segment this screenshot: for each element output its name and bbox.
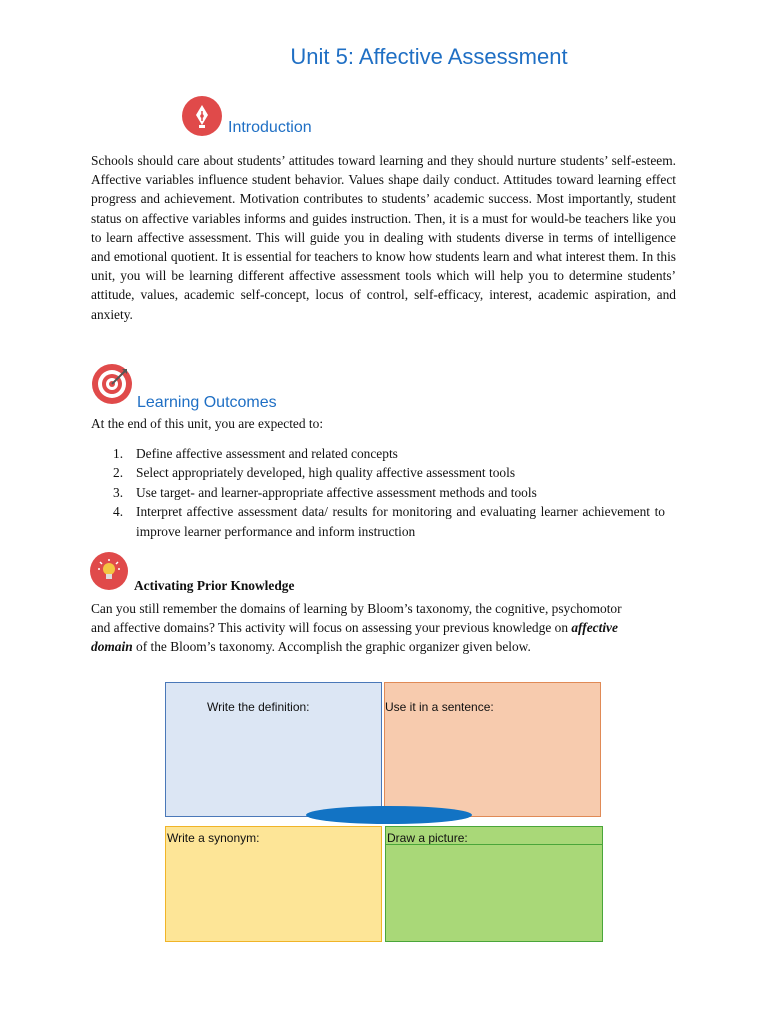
- sentence-box[interactable]: [384, 682, 601, 817]
- lightbulb-icon: [90, 552, 128, 590]
- list-item-text: Interpret affective assessment data/ results for monitoring and evaluating learner achievement to improve learner performance and inform instruction: [136, 504, 665, 539]
- synonym-label: Write a synonym:: [167, 831, 260, 845]
- learning-outcomes-intro: At the end of this unit, you are expected to:: [91, 416, 324, 431]
- pen-nib-icon: [182, 96, 222, 136]
- prior-knowledge-text-part: Can you still remember the domains of learning by Bloom’s taxonomy, the cognitive, psychomotor and affective domains? This activity will focus on assessing your previous knowledge on: [91, 601, 622, 635]
- target-icon: [91, 363, 133, 405]
- list-item: [113, 463, 665, 482]
- prior-knowledge-text-part: of the Bloom’s taxonomy. Accomplish the graphic organizer given below.: [132, 639, 531, 654]
- learning-outcomes-list: [113, 444, 665, 541]
- sentence-label: Use it in a sentence:: [385, 700, 494, 714]
- prior-knowledge-heading: Activating Prior Knowledge: [134, 578, 295, 593]
- center-oval: [306, 806, 472, 824]
- list-item-number: 4.: [113, 504, 124, 520]
- prior-knowledge-emphasis: affective domain: [91, 620, 618, 654]
- synonym-box[interactable]: [165, 826, 382, 942]
- prior-knowledge-text: [91, 599, 631, 656]
- picture-box[interactable]: [385, 826, 603, 942]
- list-item-number: 3.: [113, 484, 124, 500]
- definition-label: Write the definition:: [207, 700, 310, 714]
- divider: [386, 844, 602, 845]
- introduction-heading: Introduction: [228, 119, 312, 136]
- list-item-text: Define affective assessment and related concepts: [136, 446, 398, 461]
- picture-label: Draw a picture:: [387, 831, 468, 845]
- list-item-number: 2.: [113, 465, 124, 481]
- page-title: Unit 5: Affective Assessment: [290, 44, 568, 69]
- list-item-text: Select appropriately developed, high quality affective assessment tools: [136, 465, 516, 481]
- learning-outcomes-heading: Learning Outcomes: [137, 394, 277, 411]
- list-item-text: Use target- and learner-appropriate affective assessment methods and tools: [136, 484, 537, 500]
- list-item: [113, 444, 665, 463]
- list-item: [113, 502, 665, 541]
- list-item: [113, 483, 665, 502]
- definition-box[interactable]: [165, 682, 382, 817]
- introduction-text: Schools should care about students’ attitudes toward learning and they should nurture students’ self-esteem. Affective variables influence student behavior. Values shape daily conduct. Attitudes toward learning effect progress and achievement. Motivation contributes to students’ academic success. Most importantly, student status on affective variables informs and guides instruction. Then, it is a must for would-be teachers like you to learn affective assessment. This will guide you in dealing with students diverse in terms of intelligence and emotional quotient. It is essential for teachers to know how students learn and what interest them. In this unit, you will be learning different affective assessment tools which will help you to determine students’ attitude, values, academic self-concept, locus of control, self-efficacy, interest, academic aspiration, and anxiety.: [91, 153, 676, 322]
- list-item-number: 1.: [113, 446, 124, 461]
